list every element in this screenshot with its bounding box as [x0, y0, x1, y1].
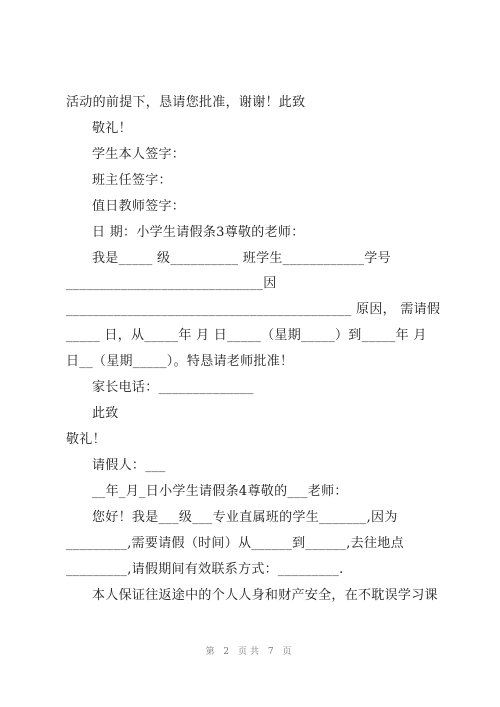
- text-line-15: 请假人：___: [92, 458, 166, 473]
- text-line-3: 学生本人签字：: [92, 147, 186, 162]
- text-line-17: 您好！我是___级___专业直属班的学生_______,因为: [92, 510, 398, 525]
- text-line-6: 日 期：小学生请假条3尊敬的老师：: [92, 225, 305, 240]
- text-line-7: 我是_____ 级__________ 班学生____________学号: [92, 251, 391, 266]
- text-line-14: 敬礼！: [66, 432, 106, 447]
- text-line-13: 此致: [92, 406, 119, 421]
- text-line-2: 敬礼！: [92, 121, 132, 136]
- page-footer: 第 2 页共 7 页: [205, 647, 295, 657]
- text-line-9: __________________________________________ 原因， 需请假: [66, 302, 441, 317]
- text-line-18: _________,需要请假（时间）从______到______,去往地点: [66, 536, 404, 551]
- text-line-19: _________,请假期间有效联系方式：_________.: [66, 562, 344, 577]
- text-line-10: _____ 日，从_____年 月 日_____（星期_____）到_____年 月: [66, 328, 427, 343]
- text-line-16: __年_月_日小学生请假条4尊敬的___老师：: [92, 484, 348, 499]
- text-line-11: 日__（星期_____）。特恳请老师批准！: [66, 354, 294, 369]
- text-line-8: _____________________________因: [66, 276, 277, 291]
- text-line-20: 本人保证往返途中的个人人身和财产安全，在不耽误学习课: [92, 588, 438, 603]
- text-line-5: 值日教师签字：: [92, 199, 186, 214]
- text-line-4: 班主任签字：: [92, 173, 172, 188]
- text-line-12: 家长电话：______________: [92, 380, 254, 395]
- text-line-1: 活动的前提下，恳请您批准，谢谢！此致: [66, 95, 306, 110]
